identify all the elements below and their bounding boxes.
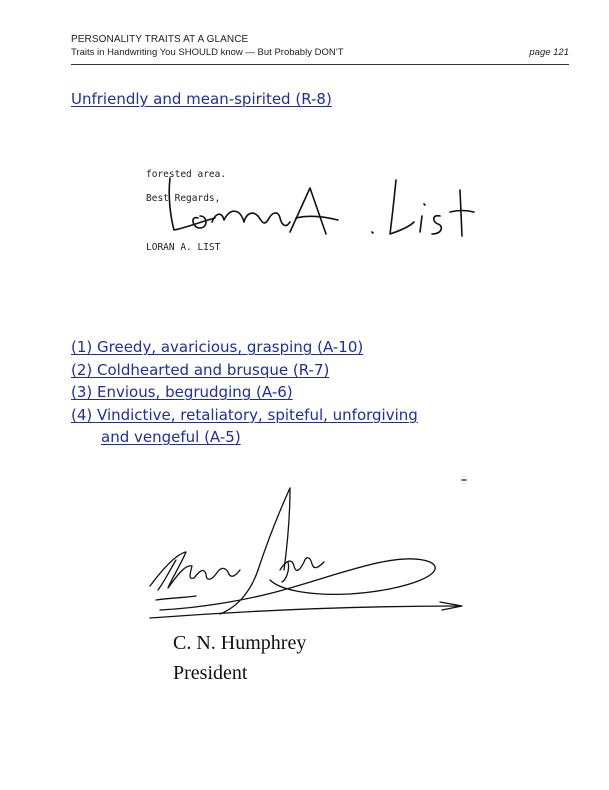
trait-item: (3) Envious, begrudging (A-6) xyxy=(71,383,293,401)
running-title: PERSONALITY TRAITS AT A GLANCE xyxy=(71,34,249,45)
signer-title: President xyxy=(173,662,248,684)
typed-line-2: Best Regards, xyxy=(146,193,221,204)
trait-list xyxy=(71,336,418,449)
trait-item-continuation: and vengeful (A-5) xyxy=(101,428,241,446)
section-heading: Unfriendly and mean-spirited (R-8) xyxy=(71,90,332,108)
typed-name: LORAN A. LIST xyxy=(146,242,221,253)
trait-item: (4) Vindictive, retaliatory, spiteful, unforgiving xyxy=(71,405,418,424)
trait-item: (1) Greedy, avaricious, grasping (A-10) xyxy=(71,338,364,356)
page-number: page 121 xyxy=(529,47,569,58)
signer-name: C. N. Humphrey xyxy=(173,632,307,654)
signature-sample-1 xyxy=(140,160,490,260)
handwritten-signature-humphrey xyxy=(140,470,480,630)
typed-line-1: forested area. xyxy=(146,169,227,180)
running-subtitle: Traits in Handwriting You SHOULD know — But Probably DON’T xyxy=(71,47,344,58)
page-header xyxy=(71,34,569,65)
trait-item: (2) Coldhearted and brusque (R-7) xyxy=(71,360,330,379)
handwritten-signature-list xyxy=(140,160,490,260)
